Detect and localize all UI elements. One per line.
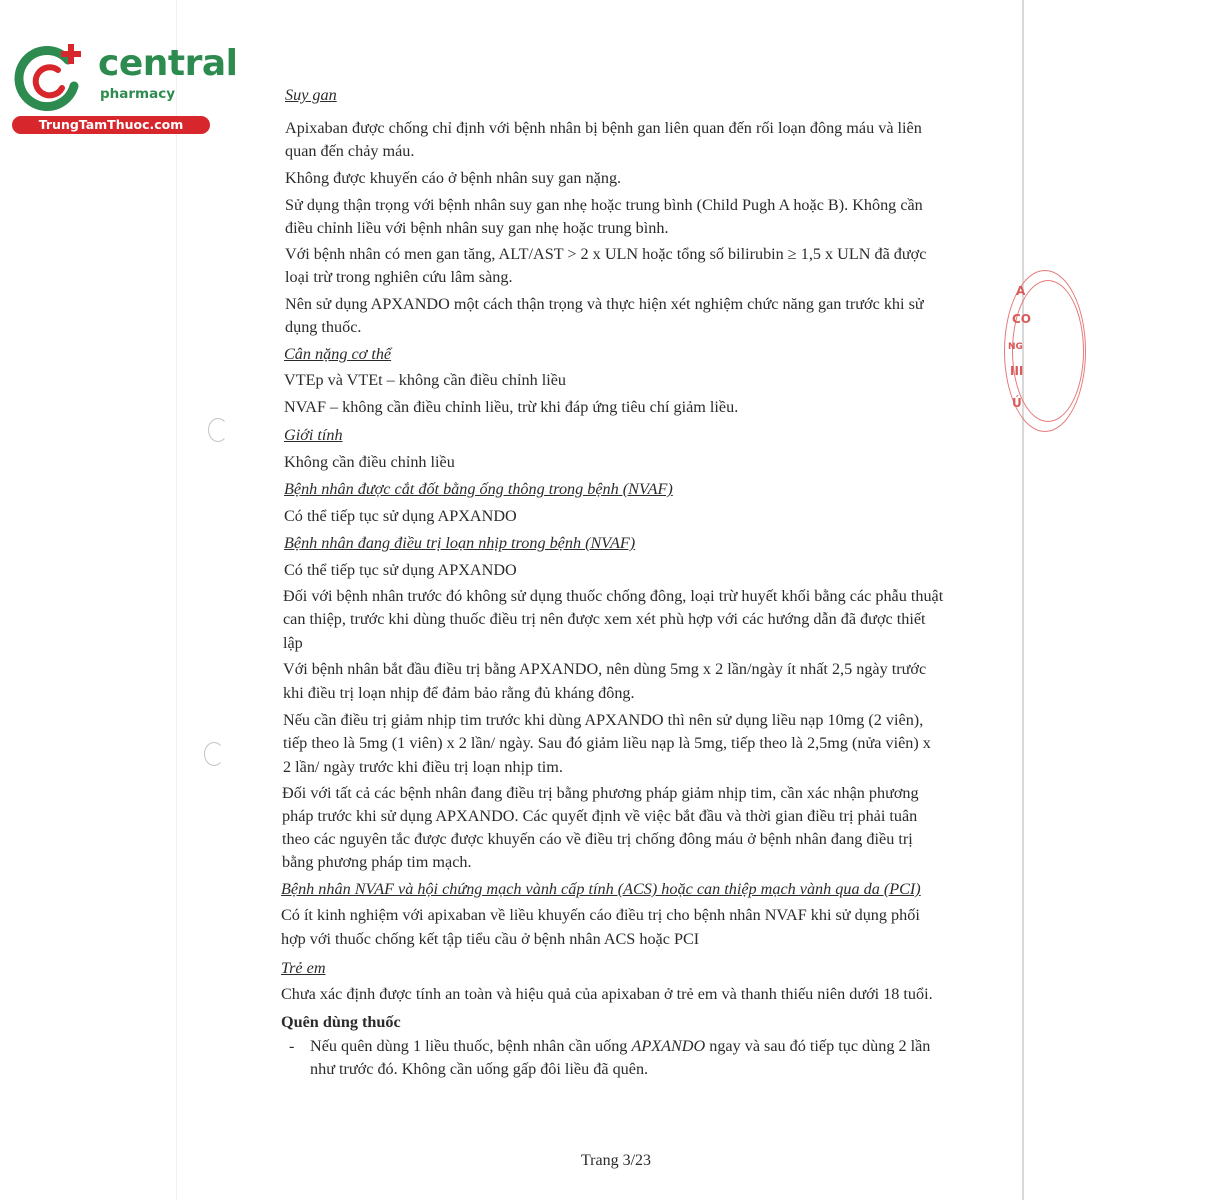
list-dash: - bbox=[289, 1037, 295, 1055]
text-line: Có thể tiếp tục sử dụng APXANDO bbox=[284, 561, 517, 579]
text-line: NVAF – không cần điều chỉnh liều, trừ khi đáp ứng tiêu chí giảm liều. bbox=[284, 398, 739, 416]
drug-name: APXANDO bbox=[631, 1037, 706, 1055]
heading-acs-pci: Bệnh nhân NVAF và hội chứng mạch vành cấp tính (ACS) hoặc can thiệp mạch vành qua da (PCI) bbox=[281, 880, 921, 898]
text-line: theo các nguyên tắc được được khuyến cáo về điều trị chống đông máu ở bệnh nhân đang điều trị bbox=[282, 830, 913, 848]
binding-hole-top bbox=[208, 418, 228, 442]
logo-site-link[interactable]: TrungTamThuoc.com bbox=[12, 116, 210, 134]
text-line: dụng thuốc. bbox=[285, 318, 362, 336]
text-line: bằng phương pháp tim mạch. bbox=[282, 853, 472, 871]
stamp-char: A bbox=[1016, 284, 1026, 298]
text-line: hợp với thuốc chống kết tập tiểu cầu ở bệnh nhân ACS hoặc PCI bbox=[281, 930, 700, 948]
logo-brand: central bbox=[98, 43, 238, 84]
red-stamp-fragment bbox=[1004, 270, 1032, 430]
page-number: Trang 3/23 bbox=[580, 1152, 652, 1169]
stamp-char: Ú bbox=[1012, 396, 1022, 410]
text-line: Nếu cần điều trị giảm nhịp tim trước khi dùng APXANDO thì nên sử dụng liều nạp 10mg (2 viên), bbox=[283, 711, 924, 729]
text-line: Có thể tiếp tục sử dụng APXANDO bbox=[284, 507, 517, 525]
heading-can-nang: Cân nặng cơ thể bbox=[284, 345, 392, 363]
text-line: loại trừ trong nghiên cứu lâm sàng. bbox=[285, 268, 513, 286]
text-line: 2 lần/ ngày trước khi điều trị loạn nhịp tim. bbox=[283, 758, 563, 776]
text-line: pháp trước khi sử dụng APXANDO. Các quyết định về việc bắt đầu và thời gian điều trị phải tuân bbox=[282, 807, 918, 825]
stamp-char: III bbox=[1010, 364, 1024, 378]
text-line: tiếp theo là 5mg (1 viên) x 2 lần/ ngày. Sau đó giảm liều nạp là 5mg, tiếp theo là 2,5mg (nửa viên) x bbox=[283, 734, 931, 752]
text-line: Không cần điều chỉnh liều bbox=[284, 453, 455, 471]
text-line: Nên sử dụng APXANDO một cách thận trọng và thực hiện xét nghiệm chức năng gan trước khi sử bbox=[285, 295, 924, 313]
scan-edge-right bbox=[1022, 0, 1024, 1200]
scan-edge-left bbox=[176, 0, 177, 1200]
text-line: điều chỉnh liều với bệnh nhân suy gan nhẹ hoặc trung bình. bbox=[285, 219, 669, 237]
heading-suy-gan: Suy gan bbox=[285, 86, 337, 104]
text-line: Có ít kinh nghiệm với apixaban về liều khuyến cáo điều trị cho bệnh nhân NVAF khi sử dụng phối bbox=[281, 906, 920, 924]
text-line: lập bbox=[283, 634, 303, 652]
stamp-char: NG bbox=[1008, 342, 1023, 352]
heading-cat-dot: Bệnh nhân được cắt đốt bằng ống thông trong bệnh (NVAF) bbox=[284, 480, 673, 498]
text-line: Đối với bệnh nhân trước đó không sử dụng thuốc chống đông, loại trừ huyết khối bằng các phẫu thuật bbox=[283, 587, 944, 605]
text-line: Sử dụng thận trọng với bệnh nhân suy gan nhẹ hoặc trung bình (Child Pugh A hoặc B). Không cần bbox=[285, 196, 923, 214]
text-run: ngay và sau đó tiếp tục dùng 2 lần bbox=[705, 1037, 931, 1055]
heading-loan-nhip: Bệnh nhân đang điều trị loạn nhịp trong bệnh (NVAF) bbox=[284, 534, 636, 552]
text-line: Apixaban được chống chỉ định với bệnh nhân bị bệnh gan liên quan đến rối loạn đông máu và liên bbox=[285, 119, 922, 137]
heading-tre-em: Trẻ em bbox=[281, 959, 326, 977]
list-item-line bbox=[310, 1035, 930, 1059]
text-run: Nếu quên dùng 1 liều thuốc, bệnh nhân cần uống bbox=[310, 1037, 632, 1055]
text-line: Với bệnh nhân bắt đầu điều trị bằng APXANDO, nên dùng 5mg x 2 lần/ngày ít nhất 2,5 ngày trước bbox=[283, 660, 927, 678]
text-line: Đối với tất cả các bệnh nhân đang điều trị bằng phương pháp giảm nhịp tim, cần xác nhận phương bbox=[282, 784, 919, 802]
text-line: Chưa xác định được tính an toàn và hiệu quả của apixaban ở trẻ em và thanh thiếu niên dưới 18 tuổi. bbox=[281, 985, 933, 1003]
heading-gioi-tinh: Giới tính bbox=[284, 426, 343, 444]
heading-quen-dung-thuoc: Quên dùng thuốc bbox=[281, 1013, 401, 1031]
text-line: can thiệp, trước khi dùng thuốc điều trị nên được xem xét phù hợp với các hướng dẫn đã được thiết bbox=[283, 610, 926, 628]
text-line: Không được khuyến cáo ở bệnh nhân suy gan nặng. bbox=[285, 169, 622, 187]
pharmacy-cross-icon bbox=[10, 38, 90, 118]
text-line: Với bệnh nhân có men gan tăng, ALT/AST > 2 x ULN hoặc tổng số bilirubin ≥ 1,5 x ULN đã được bbox=[285, 245, 927, 263]
central-pharmacy-logo bbox=[10, 38, 238, 138]
list-item-line: như trước đó. Không cần uống gấp đôi liều đã quên. bbox=[310, 1060, 649, 1078]
text-line: quan đến chảy máu. bbox=[285, 142, 415, 160]
text-line: khi điều trị loạn nhịp để đảm bảo rằng đủ kháng đông. bbox=[283, 684, 635, 702]
logo-sub: pharmacy bbox=[100, 86, 176, 102]
text-line: VTEp và VTEt – không cần điều chỉnh liều bbox=[284, 371, 567, 389]
stamp-char: CO bbox=[1012, 312, 1032, 326]
binding-hole-bottom bbox=[204, 742, 224, 766]
